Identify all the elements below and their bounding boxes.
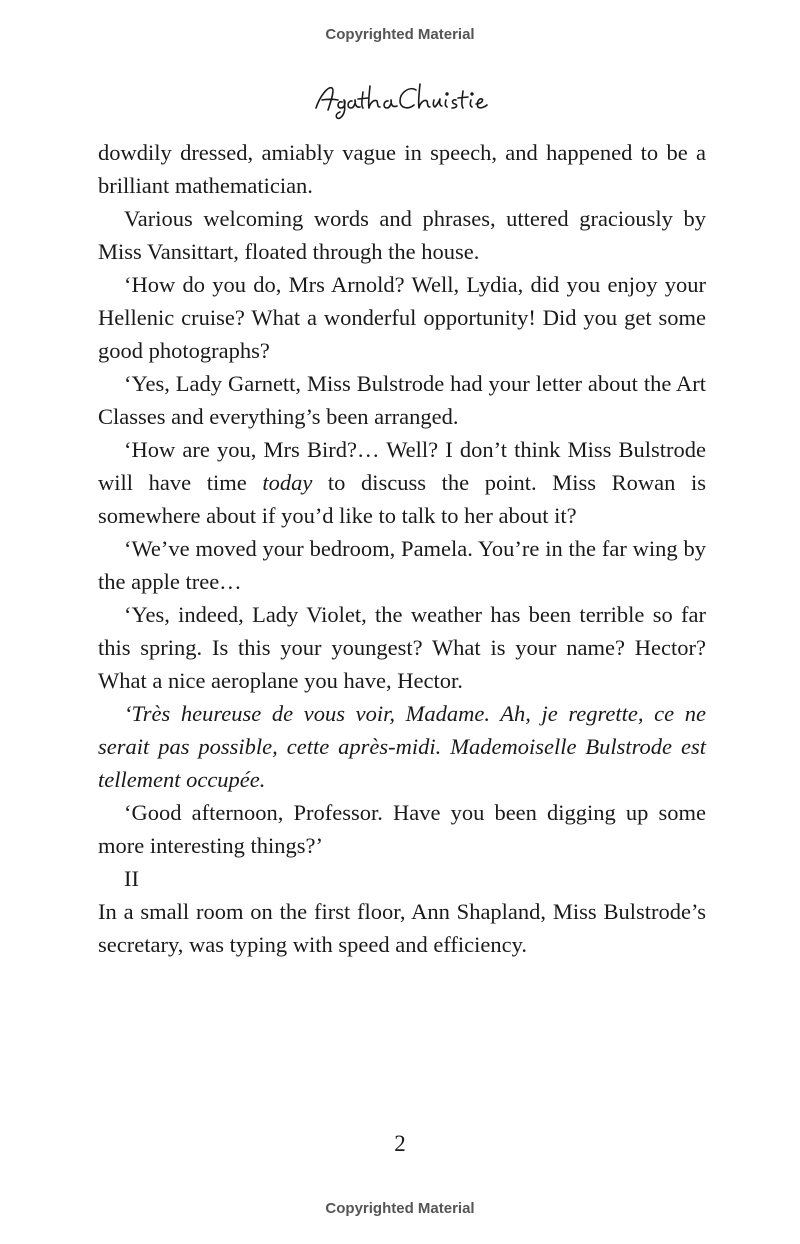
copyright-notice-bottom: Copyrighted Material [325, 1200, 475, 1217]
paragraph: ‘How do you do, Mrs Arnold? Well, Lydia, did you enjoy your Hellenic cruise? What a wonderful opportunity! Did you get some good photographs? [98, 272, 706, 363]
paragraph: Various welcoming words and phrases, uttered graciously by Miss Vansittart, floated through the house. [98, 206, 706, 264]
page-body [98, 136, 706, 961]
paragraph [98, 433, 706, 532]
paragraph: In a small room on the first floor, Ann Shapland, Miss Bulstrode’s secretary, was typing with speed and efficiency. [98, 899, 706, 957]
copyright-notice-top: Copyrighted Material [325, 26, 475, 43]
paragraph-french: ‘Très heureuse de vous voir, Madame. Ah, je regrette, ce ne serait pas possible, cette après-midi. Mademoiselle Bulstrode est tellement occupée. [98, 701, 706, 792]
author-signature-logo [300, 70, 500, 122]
paragraph: dowdily dressed, amiably vague in speech, and happened to be a brilliant mathematician. [98, 140, 706, 198]
page-number: 2 [394, 1131, 406, 1156]
section-heading: II [124, 866, 139, 891]
paragraph: ‘Yes, indeed, Lady Violet, the weather has been terrible so far this spring. Is this your youngest? What is your name? Hector? What a nice aeroplane you have, Hector. [98, 602, 706, 693]
text-run: to discuss the point. Miss Rowan is somewhere about if you’d like to talk to her about it? [98, 470, 706, 528]
paragraph: ‘Good afternoon, Professor. Have you been digging up some more interesting things?’ [98, 800, 706, 858]
paragraph: ‘Yes, Lady Garnett, Miss Bulstrode had your letter about the Art Classes and everything’s been arranged. [98, 371, 706, 429]
text-run: ‘How are you, Mrs Bird?… Well? I don’t think Miss Bulstrode will have time [98, 437, 706, 495]
paragraph: ‘We’ve moved your bedroom, Pamela. You’re in the far wing by the apple tree… [98, 536, 706, 594]
emphasis-text: today [262, 470, 313, 495]
